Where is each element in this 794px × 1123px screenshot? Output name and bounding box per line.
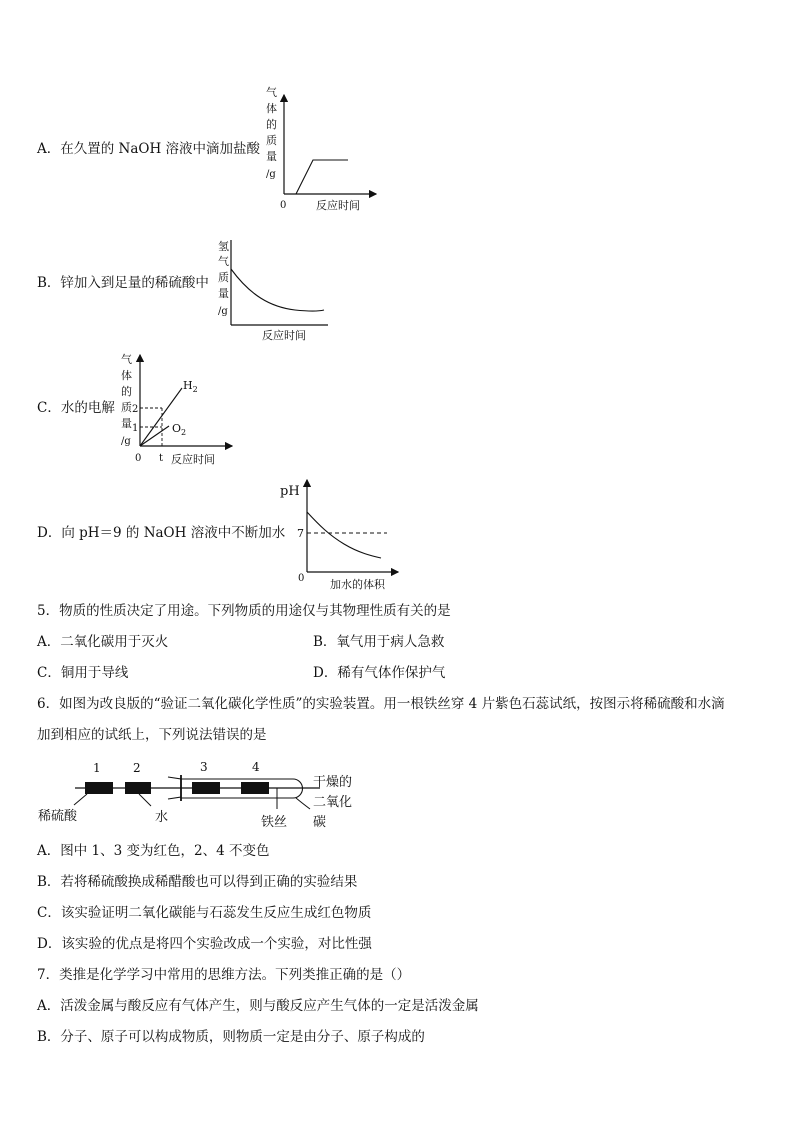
water-label: 水 (155, 810, 169, 825)
y-label-char: 的 (121, 385, 132, 398)
q5-option-c: C．铜用于导线 (37, 665, 129, 681)
y-axis-label: pH (280, 484, 300, 499)
x-axis-label: 反应时间 (262, 329, 306, 342)
graph-d (277, 475, 407, 595)
y-label-char: 质 (266, 134, 277, 147)
litmus-paper-3 (192, 782, 220, 794)
y-label-unit: /g (218, 306, 228, 317)
co2-leader (296, 798, 310, 809)
h2-label: $H_2$ (183, 379, 198, 394)
q5-option-a: A．二氧化碳用于灭火 (37, 634, 169, 650)
y-label-char: 质 (218, 271, 229, 284)
y-label-char: 量 (121, 417, 132, 430)
q5-option-b: B．氧气用于病人急救 (313, 634, 445, 650)
q4-option-c: C．水的电解 (37, 400, 115, 416)
co2-label-1: 干燥的 (313, 775, 353, 790)
tick-2: 2 (132, 404, 139, 415)
origin-label: 0 (298, 573, 305, 584)
y-label-char: 量 (218, 287, 229, 300)
q6-stem-line1: 6．如图为改良版的“验证二氧化碳化学性质”的实验装置。用一根铁丝穿 4 片紫色石蕊试纸，按图示将稀硫酸和水滴 (37, 696, 725, 712)
o2-line (140, 426, 169, 446)
q4-option-d: D．向 pH＝9 的 NaOH 溶液中不断加水 (37, 525, 286, 541)
h2-line (140, 388, 182, 446)
x-axis-label: 加水的体积 (330, 578, 385, 591)
graph-c (115, 350, 245, 470)
q7-option-a: A．活泼金属与酸反应有气体产生，则与酸反应产生气体的一定是活泼金属 (37, 998, 479, 1014)
x-axis-label: 反应时间 (316, 199, 360, 212)
y-label-char: 体 (121, 369, 132, 382)
q4-option-b: B．锌加入到足量的稀硫酸中 (37, 275, 209, 291)
q6-option-c: C．该实验证明二氧化碳能与石蕊发生反应生成红色物质 (37, 905, 372, 921)
origin-label: 0 (280, 200, 287, 211)
curve-a (296, 160, 348, 194)
y-label-char: 气 (218, 255, 229, 268)
x-axis-label: 反应时间 (171, 453, 215, 466)
q5-stem: 5．物质的性质决定了用途。下列物质的用途仅与其物理性质有关的是 (37, 603, 451, 619)
y-label-char: 氢 (218, 240, 229, 253)
origin-label: 0 (135, 453, 142, 464)
curve-d (307, 512, 381, 558)
q7-stem: 7．类推是化学学习中常用的思维方法。下列类推正确的是（） (37, 967, 411, 983)
y-label-unit: /g (266, 169, 276, 180)
litmus-paper-2 (125, 782, 151, 794)
y-label-unit: /g (121, 436, 131, 447)
y-label-char: 气 (266, 86, 277, 99)
co2-label-3: 碳 (313, 815, 327, 830)
paper-label-3: 3 (200, 760, 208, 774)
tick-7: 7 (297, 527, 304, 540)
co2-label-2: 二氧化 (313, 795, 353, 810)
y-label-char: 量 (266, 150, 277, 163)
wire-label: 铁丝 (261, 815, 288, 830)
q7-option-b: B．分子、原子可以构成物质，则物质一定是由分子、原子构成的 (37, 1029, 425, 1045)
y-label-char: 质 (121, 401, 132, 414)
curve-b (231, 269, 324, 311)
q6-option-a: A．图中 1、3 变为红色，2、4 不变色 (37, 843, 270, 859)
acid-label: 稀硫酸 (38, 809, 78, 824)
y-label-char: 体 (266, 102, 277, 115)
acid-leader (74, 794, 87, 805)
y-label-char: 气 (121, 353, 132, 366)
water-leader (139, 794, 151, 806)
graph-a (255, 85, 385, 215)
paper-label-2: 2 (133, 761, 141, 775)
tick-1: 1 (132, 423, 139, 434)
paper-label-1: 1 (93, 761, 101, 775)
q6-option-d: D．该实验的优点是将四个实验改成一个实验，对比性强 (37, 936, 372, 952)
paper-label-4: 4 (252, 760, 260, 774)
litmus-paper-4 (241, 782, 269, 794)
q5-option-d: D．稀有气体作保护气 (313, 665, 446, 681)
o2-label: $O_2$ (172, 422, 187, 437)
q6-stem-line2: 加到相应的试纸上，下列说法错误的是 (37, 727, 267, 743)
litmus-paper-1 (85, 782, 113, 794)
y-label-char: 的 (266, 118, 277, 131)
graph-b (215, 237, 335, 347)
q4-option-a: A．在久置的 NaOH 溶液中滴加盐酸 (37, 141, 261, 157)
q6-option-b: B．若将稀硫酸换成稀醋酸也可以得到正确的实验结果 (37, 874, 358, 890)
tick-t: t (159, 453, 164, 464)
co2-apparatus-diagram (38, 757, 368, 837)
